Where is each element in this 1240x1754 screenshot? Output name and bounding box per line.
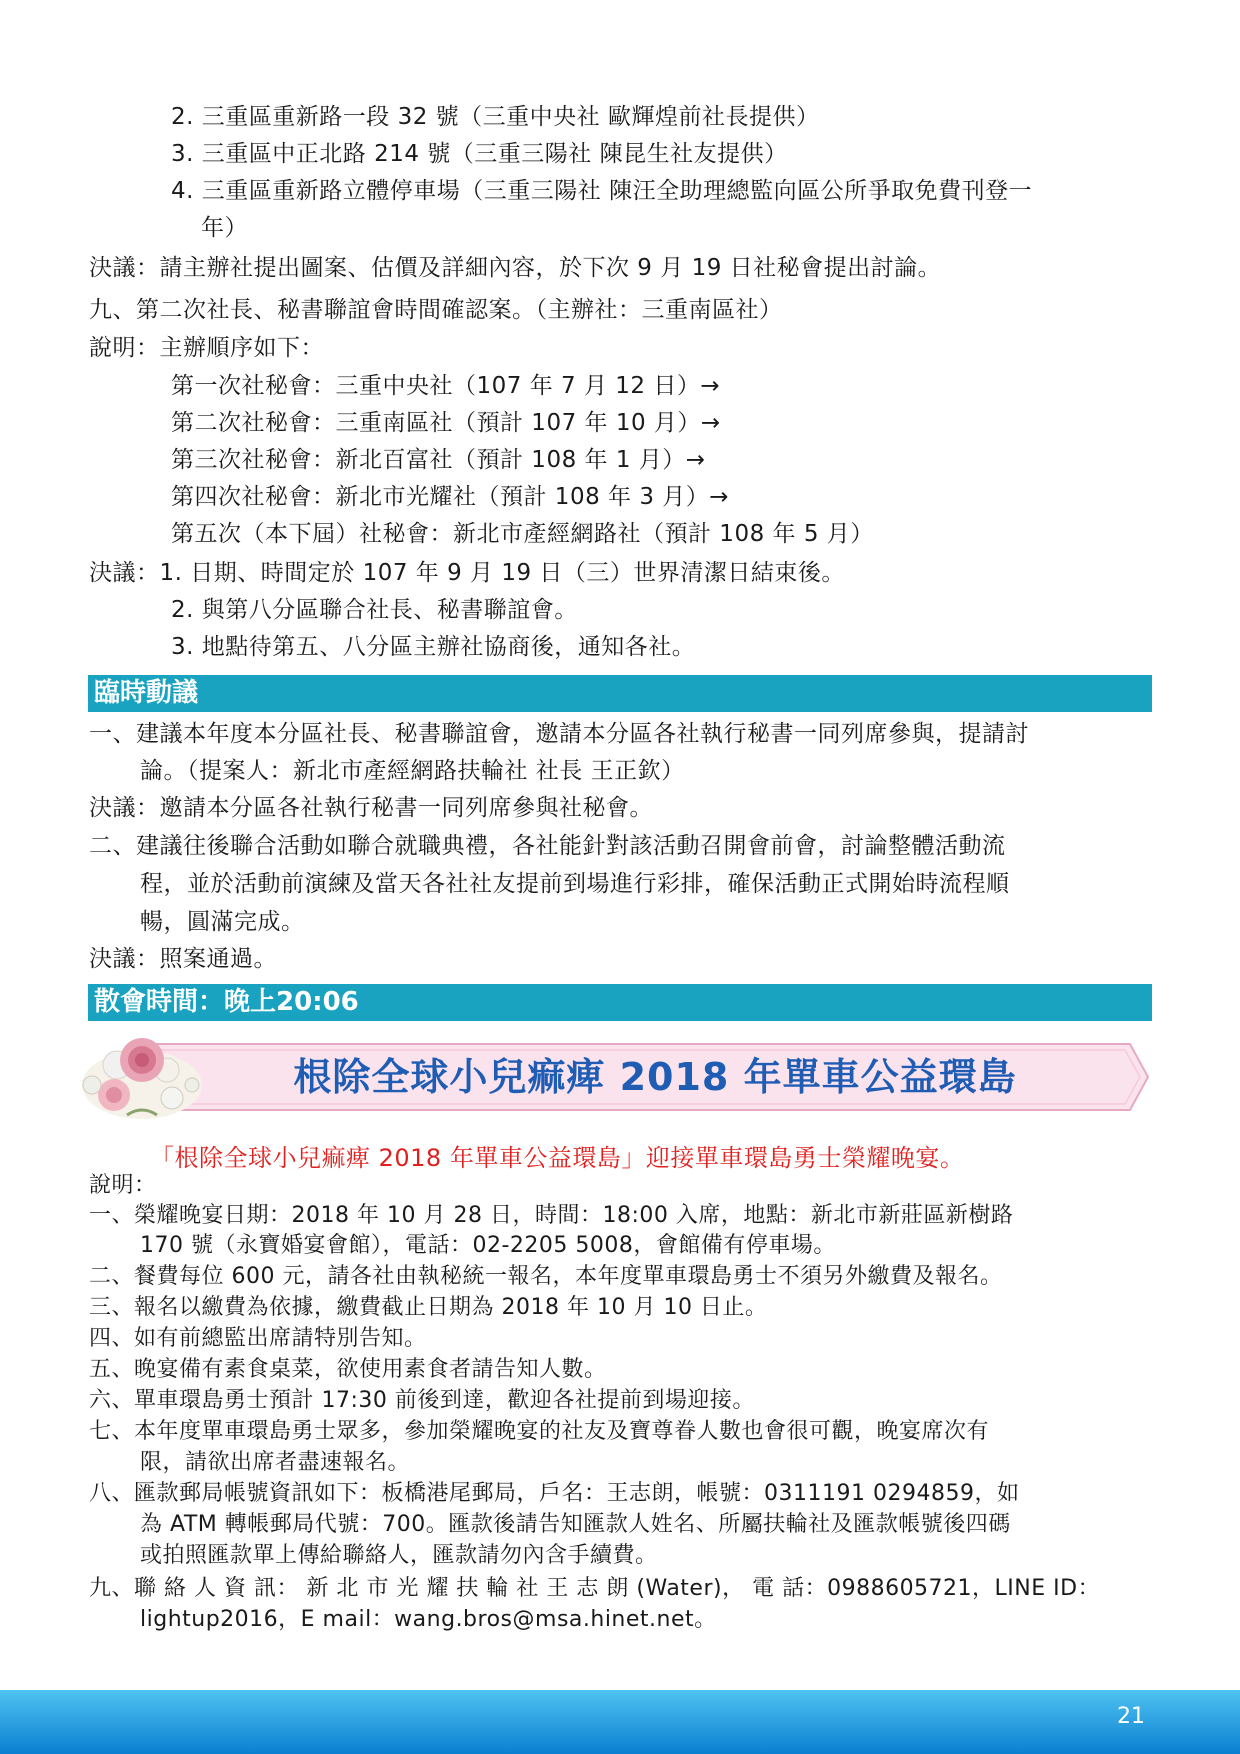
event-line-8-cont-1: 為 ATM 轉帳郵局代號：700。匯款後請告知匯款人姓名、所屬扶輪社及匯款帳號後四碼 (140, 1512, 1011, 1537)
meeting-3: 第三次社秘會：新北百富社（預計 108 年 1 月）→ (171, 447, 706, 473)
event-line-9: 九、聯 絡 人 資 訊： 新 北 市 光 耀 扶 輪 社 王 志 朗 (Water)， 電 話：0988605721，LINE ID： (89, 1576, 1101, 1601)
meeting-4: 第四次社秘會：新北市光耀社（預計 108 年 3 月）→ (171, 484, 730, 510)
item-9-note: 說明：主辦順序如下： (89, 335, 324, 361)
meeting-5: 第五次（本下屆）社秘會：新北市產經網路社（預計 108 年 5 月） (171, 521, 874, 547)
motion-2-cont-2: 暢，圓滿完成。 (140, 909, 305, 935)
event-line-9-cont: lightup2016，E mail：wang.bros@msa.hinet.net。 (140, 1607, 717, 1632)
banner-title: 根除全球小兒痲痺 2018 年單車公益環島 (293, 1055, 1017, 1099)
motion-1-resolution: 決議：邀請本分區各社執行秘書一同列席參與社秘會。 (89, 795, 653, 821)
meeting-2: 第二次社秘會：三重南區社（預計 107 年 10 月）→ (171, 410, 721, 436)
location-item-4: 4. 三重區重新路立體停車場（三重三陽社 陳汪全助理總監向區公所爭取免費刊登一 (171, 178, 1033, 204)
location-item-2: 2. 三重區重新路一段 32 號（三重中央社 歐輝煌前社長提供） (171, 104, 820, 130)
event-line-7-cont: 限，請欲出席者盡速報名。 (140, 1450, 411, 1475)
event-banner (150, 1040, 1150, 1114)
page-number: 21 (1117, 1704, 1145, 1729)
event-headline: 「根除全球小兒痲痺 2018 年單車公益環島」迎接單車環島勇士榮耀晚宴。 (150, 1144, 965, 1172)
resolution-9-1: 決議：1. 日期、時間定於 107 年 9 月 19 日（三）世界清潔日結束後。 (89, 560, 845, 586)
motion-1-cont: 論。（提案人：新北市產經網路扶輪社 社長 王正欽） (140, 758, 685, 784)
event-line-7: 七、本年度單車環島勇士眾多，參加榮耀晚宴的社友及寶尊眷人數也會很可觀，晚宴席次有 (89, 1419, 990, 1444)
resolution-9-2: 2. 與第八分區聯合社長、秘書聯誼會。 (171, 597, 578, 623)
meeting-1: 第一次社秘會：三重中央社（107 年 7 月 12 日）→ (171, 373, 721, 399)
event-line-3: 三、報名以繳費為依據，繳費截止日期為 2018 年 10 月 10 日止。 (89, 1295, 768, 1320)
resolution-9-3: 3. 地點待第五、八分區主辦社協商後，通知各社。 (171, 634, 696, 660)
motion-2-resolution: 決議：照案通過。 (89, 946, 277, 972)
event-note-label: 說明： (89, 1173, 157, 1198)
location-item-3: 3. 三重區中正北路 214 號（三重三陽社 陳昆生社友提供） (171, 141, 788, 167)
motion-2: 二、建議往後聯合活動如聯合就職典禮，各社能針對該活動召開會前會，討論整體活動流 (89, 833, 1006, 859)
page-footer (0, 1690, 1240, 1754)
event-line-8-cont-2: 或拍照匯款單上傳給聯絡人，匯款請勿內含手續費。 (140, 1543, 658, 1568)
flower-decoration-icon (72, 1030, 212, 1130)
motion-2-cont-1: 程，並於活動前演練及當天各社社友提前到場進行彩排，確保活動正式開始時流程順 (140, 871, 1010, 897)
section-header-motions: 臨時動議 (88, 675, 1152, 712)
adjourn-time: 散會時間：晚上20:06 (88, 984, 1152, 1021)
event-line-6: 六、單車環島勇士預計 17:30 前後到達，歡迎各社提前到場迎接。 (89, 1388, 755, 1413)
item-9-heading: 九、第二次社長、秘書聯誼會時間確認案。（主辦社：三重南區社） (89, 297, 783, 323)
location-item-4-cont: 年） (201, 215, 248, 241)
event-line-4: 四、如有前總監出席請特別告知。 (89, 1326, 427, 1351)
event-line-1: 一、榮耀晚宴日期：2018 年 10 月 28 日，時間：18:00 入席，地點：新北市新莊區新樹路 (89, 1203, 1014, 1228)
event-line-5: 五、晚宴備有素食桌菜，欲使用素食者請告知人數。 (89, 1357, 607, 1382)
event-line-8: 八、匯款郵局帳號資訊如下：板橋港尾郵局，戶名：王志朗，帳號：0311191 0294859，如 (89, 1481, 1020, 1506)
resolution-8: 決議：請主辦社提出圖案、估價及詳細內容，於下次 9 月 19 日社秘會提出討論。 (89, 255, 942, 281)
event-line-1-cont: 170 號（永寶婚宴會館），電話：02-2205 5008，會館備有停車場。 (140, 1233, 836, 1258)
event-line-2: 二、餐費每位 600 元，請各社由執秘統一報名，本年度單車環島勇士不須另外繳費及報名。 (89, 1264, 1003, 1289)
motion-1: 一、建議本年度本分區社長、秘書聯誼會，邀請本分區各社執行秘書一同列席參與，提請討 (89, 721, 1029, 747)
